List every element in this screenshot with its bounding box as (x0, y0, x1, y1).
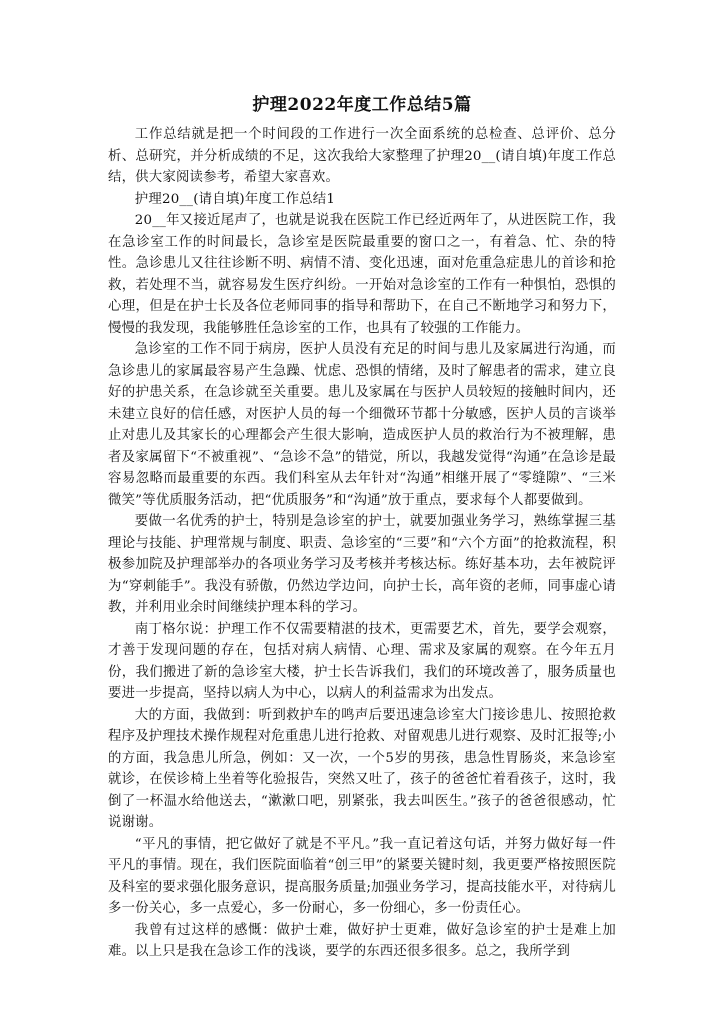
document-title: 护理2022年度工作总结5篇 (252, 95, 472, 115)
body-paragraph-4: 南丁格尔说：护理工作不仅需要精湛的技术，更需要艺术，首先，要学会观察，才善于发现问题的存在，包括对病人病情、心理、需求及家属的观察。在今年五月份，我们搬进了新的急诊室大楼，护士长告诉我们，我们的环境改善了，服务质量也要进一步提高，坚持以病人为中心，以病人的利益需求为出发点。 (108, 621, 616, 701)
body-paragraph-1: 20__年又接近尾声了，也就是说我在医院工作已经近两年了，从进医院工作，我在急诊室工作的时间最长，急诊室是医院最重要的窗口之一，有着急、忙、杂的特性。急诊患儿又往往诊断不明、病情不清、变化迅速，面对危重急症患儿的首诊和抢救，若处理不当，就容易发生医疗纠纷。一开始对急诊室的工作有一种惧怕，恐惧的心理，但是在护士长及各位老师同事的指导和帮助下，在自己不断地学习和努力下，慢慢的我发现，我能够胜任急诊室的工作，也具有了较强的工作能力。 (108, 213, 616, 336)
body-paragraph-6: “平凡的事情，把它做好了就是不平凡。”我一直记着这句话，并努力做好每一件平凡的事情。现在，我们医院面临着“创三甲”的紧要关键时刻，我更要严格按照医院及科室的要求强化服务意识，提高服务质量;加强业务学习，提高技能水平，对待病儿多一份关心，多一点爱心，多一份耐心，多一份细心，多一份责任心。 (108, 836, 616, 916)
body-paragraph-5: 大的方面，我做到：听到救护车的鸣声后要迅速急诊室大门接诊患儿、按照抢救程序及护理技术操作规程对危重患儿进行抢救、对留观患儿进行观察、及时汇报等;小的方面，我急患儿所急，例如：又一次，一个5岁的男孩，患急性胃肠炎，来急诊室就诊，在侯诊椅上坐着等化验报告，突然又吐了，孩子的爸爸忙着看孩子，这时，我倒了一杯温水给他送去，“漱漱口吧，别紧张，我去叫医生。”孩子的爸爸很感动，忙说谢谢。 (108, 707, 616, 830)
body-paragraph-7: 我曾有过这样的感慨：做护士难，做好护士更难，做好急诊室的护士是难上加难。以上只是我在急诊工作的浅谈，要学的东西还很多很多。总之，我所学到 (108, 922, 616, 959)
intro-paragraph: 工作总结就是把一个时间段的工作进行一次全面系统的总检查、总评价、总分析、总研究，并分析成绩的不足，这次我给大家整理了护理20__(请自填)年度工作总结，供大家阅读参考，希望大家喜欢。 (108, 127, 616, 185)
body-paragraph-3: 要做一名优秀的护士，特别是急诊室的护士，就要加强业务学习，熟练掌握三基理论与技能、护理常规与制度、职责、急诊室的“三要”和“六个方面”的抢救流程，积极参加院及护理部举办的各项业务学习及考核并考核达标。练好基本功，去年被院评为“穿刺能手”。我没有骄傲，仍然边学边问，向护士长，高年资的老师，同事虚心请教，并利用业余时间继续护理本科的学习。 (108, 514, 616, 615)
body-paragraph-2: 急诊室的工作不同于病房，医护人员没有充足的时间与患儿及家属进行沟通，而急诊患儿的家属最容易产生急躁、忧虑、恐惧的情绪，及时了解患者的需求，建立良好的护患关系，在急诊就至关重要。患儿及家属在与医护人员较短的接触时间内，还未建立良好的信任感，对医护人员的每一个细微环节都十分敏感，医护人员的言谈举止对患儿及其家长的心理都会产生很大影响，造成医护人员的救治行为不被理解，患者及家属留下“不被重视”、“急诊不急”的错觉，所以，我越发觉得“沟通”在急诊是最容易忽略而最重要的东西。我们科室从去年针对“沟通”相继开展了“零缝隙”、“三米微笑”等优质服务活动，把“优质服务”和“沟通”放于重点，要求每个人都要做到。 (108, 342, 616, 508)
document-page (108, 92, 616, 963)
section-heading: 护理20__(请自填)年度工作总结1 (134, 191, 336, 207)
